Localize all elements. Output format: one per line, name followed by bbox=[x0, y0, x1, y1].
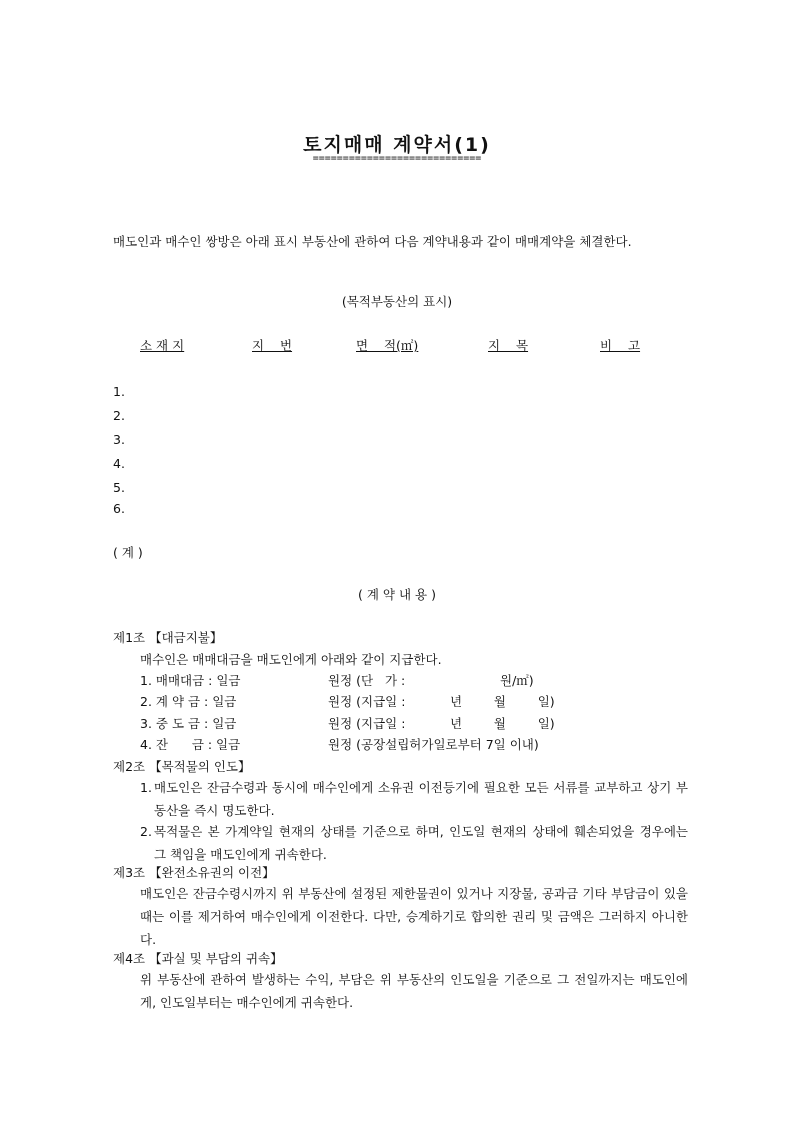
property-heading: (목적부동산의 표시) bbox=[341, 294, 453, 309]
intro-paragraph: 매도인과 매수인 쌍방은 아래 표시 부동산에 관하여 다음 계약내용과 같이 매매계약을 체결한다. bbox=[113, 234, 632, 249]
table-row: 2. bbox=[113, 408, 125, 423]
article-4-body: 위 부동산에 관하여 발생하는 수익, 부담은 위 부동산의 인도일을 기준으로 그 전일까지는 매도인에게, 인도일부터는 매수인에게 귀속한다. bbox=[140, 972, 688, 1010]
payment-label: 4. 잔 금 : 일금 bbox=[140, 737, 241, 752]
title-rule: ============================ bbox=[312, 153, 482, 164]
payment-mid: 원정 (지급일 : bbox=[328, 716, 406, 731]
item-text: 매도인은 잔금수령과 동시에 매수인에게 소유권 이전등기에 필요한 모든 서류를 교부하고 상기 부동산을 즉시 명도한다. bbox=[154, 780, 688, 818]
table-row: 3. bbox=[113, 432, 125, 447]
article-2-item-2 bbox=[140, 820, 688, 866]
item-number: 1. bbox=[140, 780, 152, 795]
table-row: 6. bbox=[113, 501, 125, 516]
payment-tail: 년 월 일) bbox=[450, 716, 555, 731]
table-row: 1. bbox=[113, 384, 125, 399]
header-location: 소 재 지 bbox=[140, 338, 185, 353]
item-number: 2. bbox=[140, 824, 152, 839]
table-row: 5. bbox=[113, 480, 125, 495]
payment-label: 1. 매매대금 : 일금 bbox=[140, 673, 241, 688]
article-2-title: 제2조 【목적물의 인도】 bbox=[113, 759, 251, 774]
header-lot-number: 지 번 bbox=[252, 338, 293, 353]
article-1-title: 제1조 【대금지불】 bbox=[113, 630, 223, 645]
header-land-category: 지 목 bbox=[488, 338, 529, 353]
article-3-body: 매도인은 잔금수령시까지 위 부동산에 설정된 제한물권이 있거나 지장물, 공과금 기타 부담금이 있을때는 이를 제거하여 매수인에게 이전한다. 다만, 승계하기로 합의한 권리 및 금액은 그러하지 아니한다. bbox=[140, 886, 688, 947]
article-3-title: 제3조 【완전소유권의 이전】 bbox=[113, 865, 275, 880]
header-area: 면 적(㎡) bbox=[356, 338, 419, 353]
payment-mid: 원정 (지급일 : bbox=[328, 694, 406, 709]
article-2-item-1 bbox=[140, 776, 688, 822]
payment-tail: 원/㎡) bbox=[500, 673, 534, 688]
article-4-title: 제4조 【과실 및 부담의 귀속】 bbox=[113, 951, 283, 966]
payment-tail: 년 월 일) bbox=[450, 694, 555, 709]
payment-mid: 원정 (공장설립허가일로부터 7일 이내) bbox=[328, 737, 539, 752]
table-row: 4. bbox=[113, 456, 125, 471]
article-1-body: 매수인은 매매대금을 매도인에게 아래와 같이 지급한다. bbox=[140, 652, 442, 667]
property-table-header bbox=[0, 336, 794, 356]
document-title: 토지매매 계약서(1) bbox=[303, 134, 491, 156]
item-text: 목적물은 본 가계약일 현재의 상태를 기준으로 하며, 인도일 현재의 상태에 훼손되었을 경우에는 그 책임을 매도인에게 귀속한다. bbox=[154, 824, 688, 862]
header-remarks: 비 고 bbox=[600, 338, 641, 353]
payment-label: 3. 중 도 금 : 일금 bbox=[140, 716, 237, 731]
payment-mid: 원정 (단 가 : bbox=[328, 673, 406, 688]
payment-label: 2. 계 약 금 : 일금 bbox=[140, 694, 237, 709]
total-label: ( 계 ) bbox=[113, 545, 143, 560]
contents-heading: ( 계 약 내 용 ) bbox=[358, 587, 436, 602]
